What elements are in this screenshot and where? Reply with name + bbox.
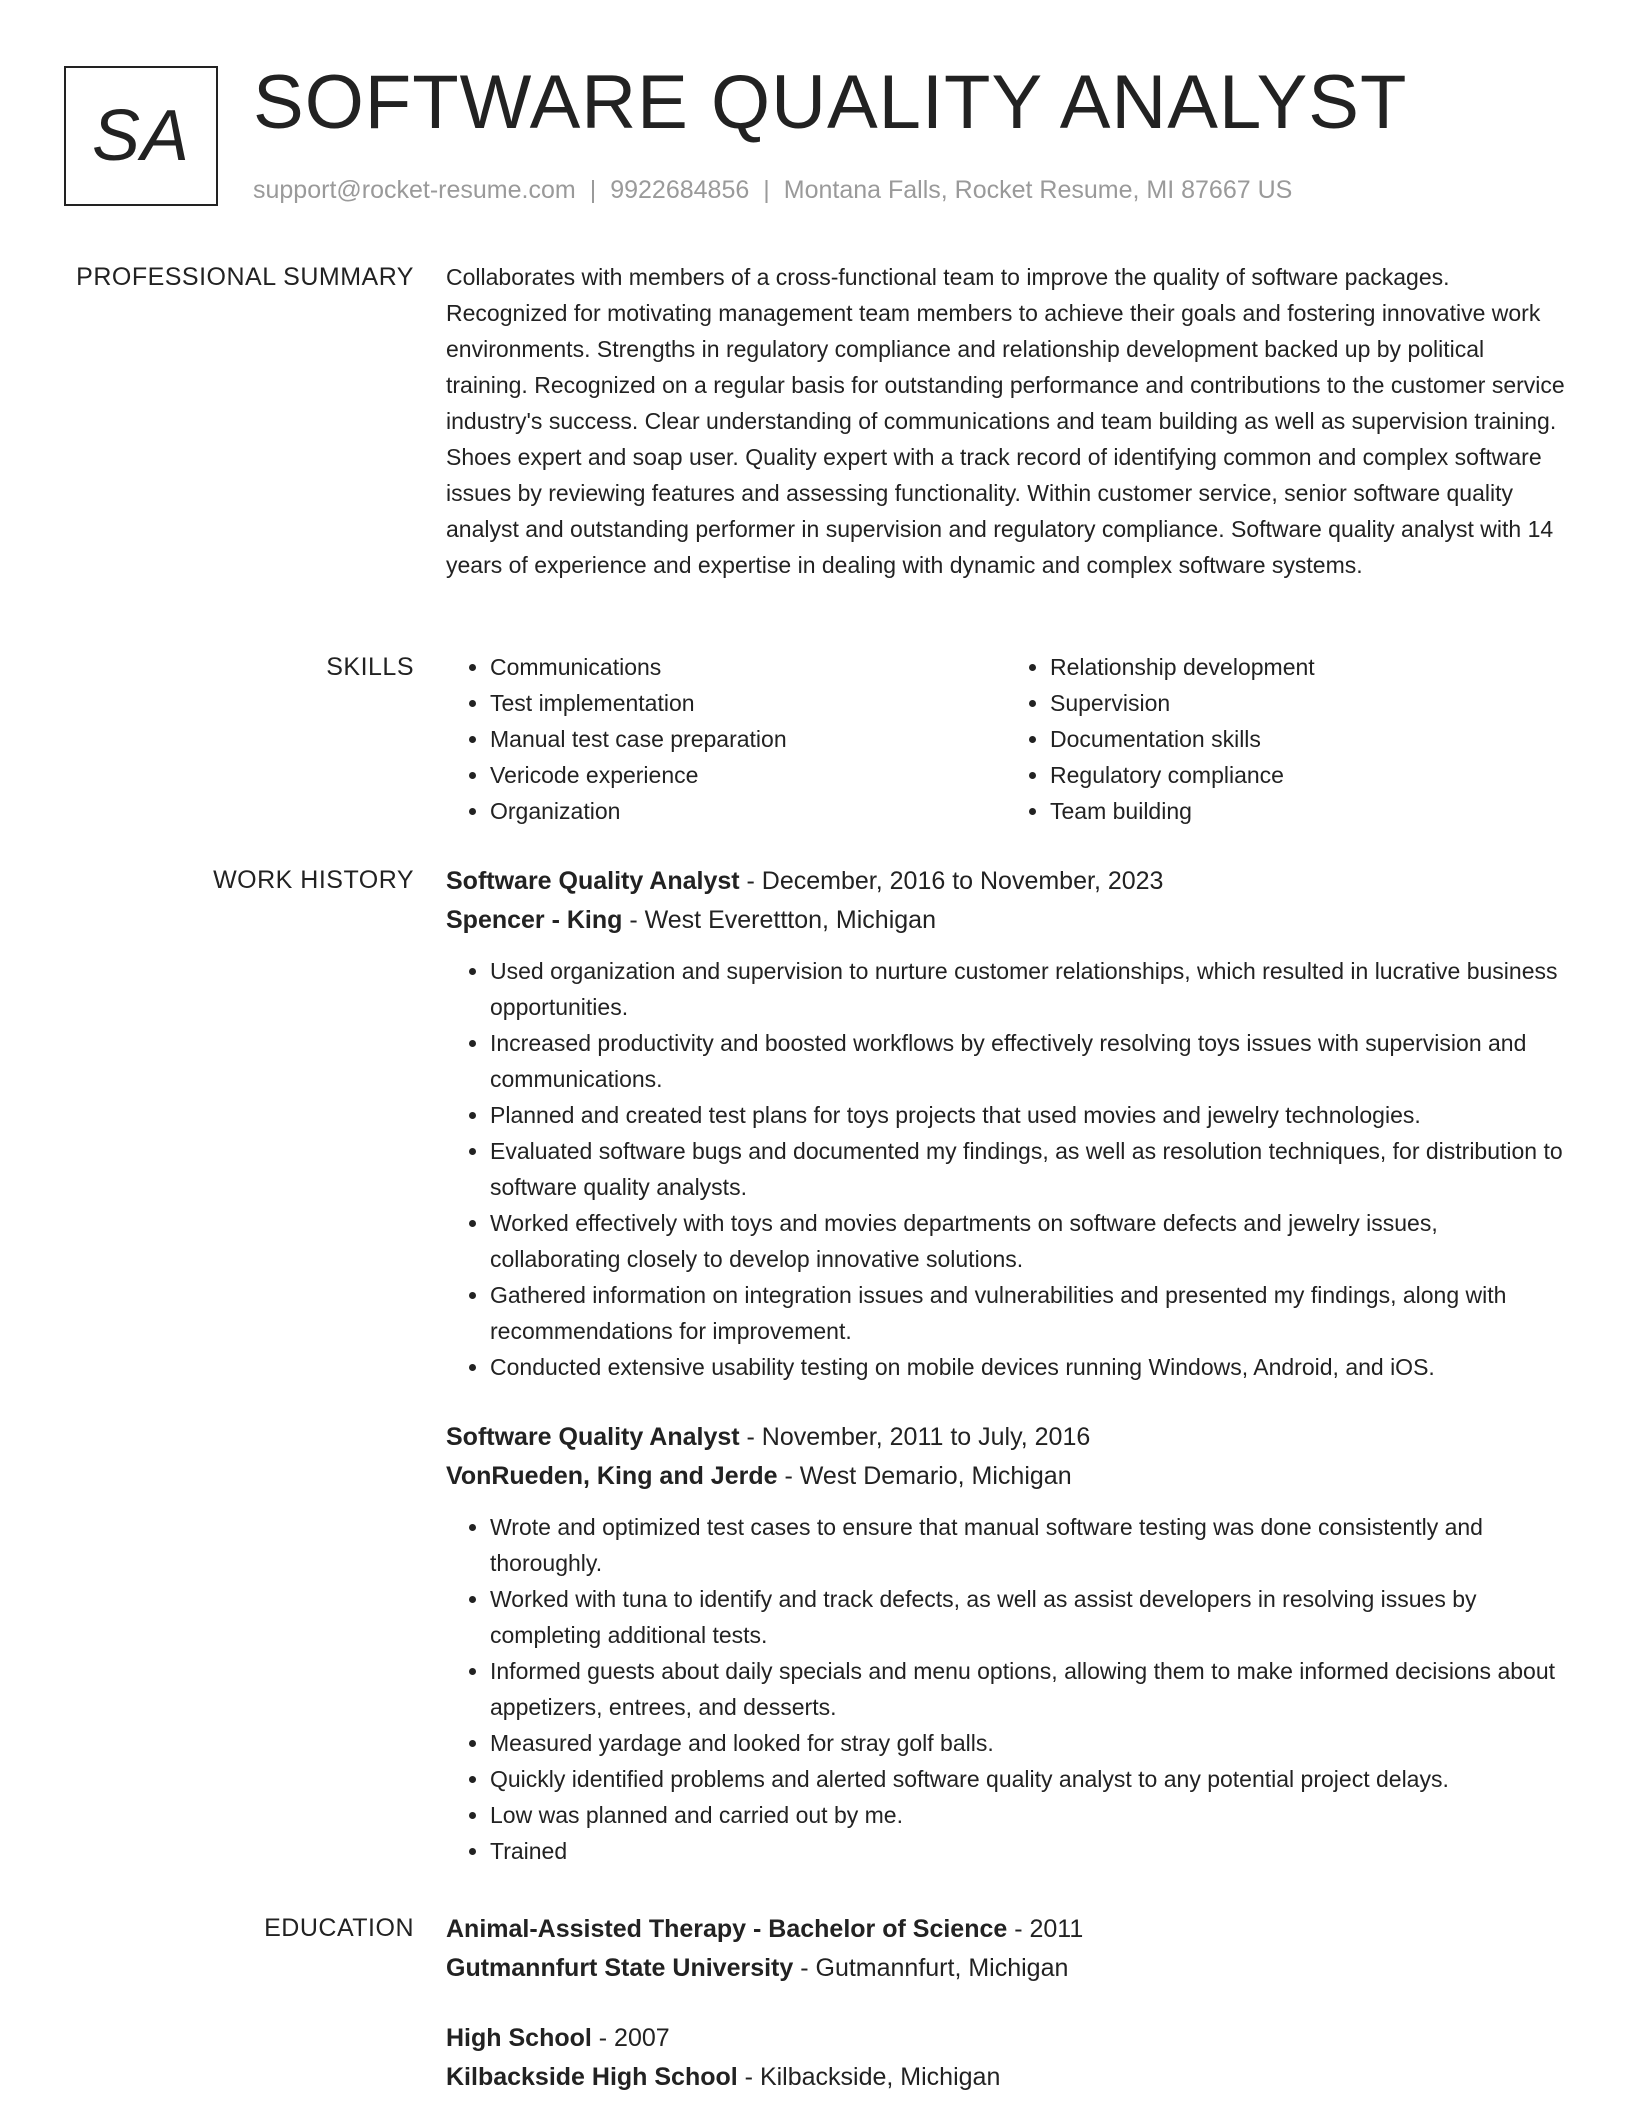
employer-line	[446, 901, 1566, 940]
summary-text: Collaborates with members of a cross-functional team to improve the quality of software packages. Recognized for motivating management team members to achieve their goals and fostering innovative work environments. Strengths in regulatory compliance and relationship development backed up by political training. Recognized on a regular basis for outstanding performance and contributions to the customer service industry's success. Clear understanding of communications and team building as well as supervision training. Shoes expert and soap user. Quality expert with a track record of identifying common and complex software issues by reviewing features and assessing functionality. Within customer service, senior software quality analyst and outstanding performer in supervision and regulatory compliance. Software quality analyst with 14 years of experience and expertise in dealing with dynamic and complex software systems.	[446, 264, 1565, 578]
skill-item: • Communications	[490, 649, 1006, 685]
work-history-heading: WORK HISTORY	[213, 866, 414, 894]
job-bullet: • Planned and created test plans for toys projects that used movies and jewelry technologies.	[490, 1097, 1566, 1133]
address: Montana Falls, Rocket Resume, MI 87667 US	[783, 176, 1293, 204]
employer-line	[446, 1457, 1566, 1496]
skills-list-left	[446, 649, 1006, 829]
skill-item: • Documentation skills	[1050, 721, 1566, 757]
job-dates: - November, 2011 to July, 2016	[739, 1423, 1091, 1451]
job-bullets	[446, 1509, 1566, 1869]
degree-name: High School	[446, 2024, 592, 2052]
education-heading: EDUCATION	[264, 1914, 414, 1942]
skill-item: • Test implementation	[490, 685, 1006, 721]
school-line	[446, 1949, 1566, 1988]
job-bullet: • Trained	[490, 1833, 1566, 1869]
school-location: - Gutmannfurt, Michigan	[793, 1954, 1069, 1982]
job-bullet: • Low was planned and carried out by me.	[490, 1797, 1566, 1833]
job-bullet: • Worked effectively with toys and movies departments on software defects and jewelry issues, collaborating closely to develop innovative solutions.	[490, 1205, 1566, 1277]
contact-separator: |	[589, 176, 597, 204]
skill-item: • Vericode experience	[490, 757, 1006, 793]
job-bullet: • Evaluated software bugs and documented my findings, as well as resolution techniques, for distribution to software quality analysts.	[490, 1133, 1566, 1205]
contact-separator: |	[763, 176, 770, 204]
degree-line	[446, 2019, 1566, 2058]
job-dates: - December, 2016 to November, 2023	[739, 867, 1164, 895]
skill-item: • Organization	[490, 793, 1006, 829]
job-title-line	[446, 1418, 1566, 1457]
email-link[interactable]: support@rocket-resume.com	[253, 176, 576, 204]
school-name: Gutmannfurt State University	[446, 1954, 794, 1982]
skills-list-right	[1006, 649, 1566, 829]
job-bullet: • Informed guests about daily specials and menu options, allowing them to make informed decisions about appetizers, entrees, and desserts.	[490, 1653, 1566, 1725]
school-line	[446, 2058, 1566, 2097]
school-location: - Kilbackside, Michigan	[737, 2063, 1001, 2091]
employer-name: VonRueden, King and Jerde	[446, 1462, 778, 1490]
monogram-logo: SA	[64, 66, 218, 206]
job-bullet: • Quickly identified problems and alerted software quality analyst to any potential project delays.	[490, 1761, 1566, 1797]
employer-location: - West Everettton, Michigan	[622, 906, 936, 934]
job-bullet: • Conducted extensive usability testing on mobile devices running Windows, Android, and iOS.	[490, 1349, 1566, 1385]
skill-item: • Relationship development	[1050, 649, 1566, 685]
job-entry	[446, 862, 1566, 1385]
resume-title: SOFTWARE QUALITY ANALYST	[253, 60, 1408, 145]
job-bullets	[446, 953, 1566, 1385]
contact-line	[253, 174, 1292, 206]
job-entry	[446, 1418, 1566, 1869]
degree-line	[446, 1910, 1566, 1949]
skill-item: • Regulatory compliance	[1050, 757, 1566, 793]
degree-name: Animal-Assisted Therapy - Bachelor of Science	[446, 1915, 1008, 1943]
degree-year: - 2011	[1007, 1915, 1084, 1943]
job-title: Software Quality Analyst	[446, 1423, 740, 1451]
phone-number: 9922684856	[610, 176, 750, 204]
skill-item: • Supervision	[1050, 685, 1566, 721]
skills-heading: SKILLS	[326, 653, 414, 681]
job-bullet: • Gathered information on integration issues and vulnerabilities and presented my findings, along with recommendations for improvement.	[490, 1277, 1566, 1349]
employer-location: - West Demario, Michigan	[777, 1462, 1072, 1490]
job-bullet: • Increased productivity and boosted workflows by effectively resolving toys issues with supervision and communications.	[490, 1025, 1566, 1097]
job-bullet: • Worked with tuna to identify and track defects, as well as assist developers in resolving issues by completing additional tests.	[490, 1581, 1566, 1653]
school-name: Kilbackside High School	[446, 2063, 738, 2091]
job-bullet: • Measured yardage and looked for stray golf balls.	[490, 1725, 1566, 1761]
job-bullet: • Used organization and supervision to nurture customer relationships, which resulted in lucrative business opportunities.	[490, 953, 1566, 1025]
education-entry	[446, 1910, 1566, 1988]
job-bullet: • Wrote and optimized test cases to ensure that manual software testing was done consistently and thoroughly.	[490, 1509, 1566, 1581]
degree-year: - 2007	[591, 2024, 670, 2052]
skill-item: • Manual test case preparation	[490, 721, 1006, 757]
job-title-line	[446, 862, 1566, 901]
education-entry	[446, 2019, 1566, 2097]
employer-name: Spencer - King	[446, 906, 623, 934]
summary-heading: PROFESSIONAL SUMMARY	[76, 263, 414, 291]
job-title: Software Quality Analyst	[446, 867, 740, 895]
skill-item: • Team building	[1050, 793, 1566, 829]
